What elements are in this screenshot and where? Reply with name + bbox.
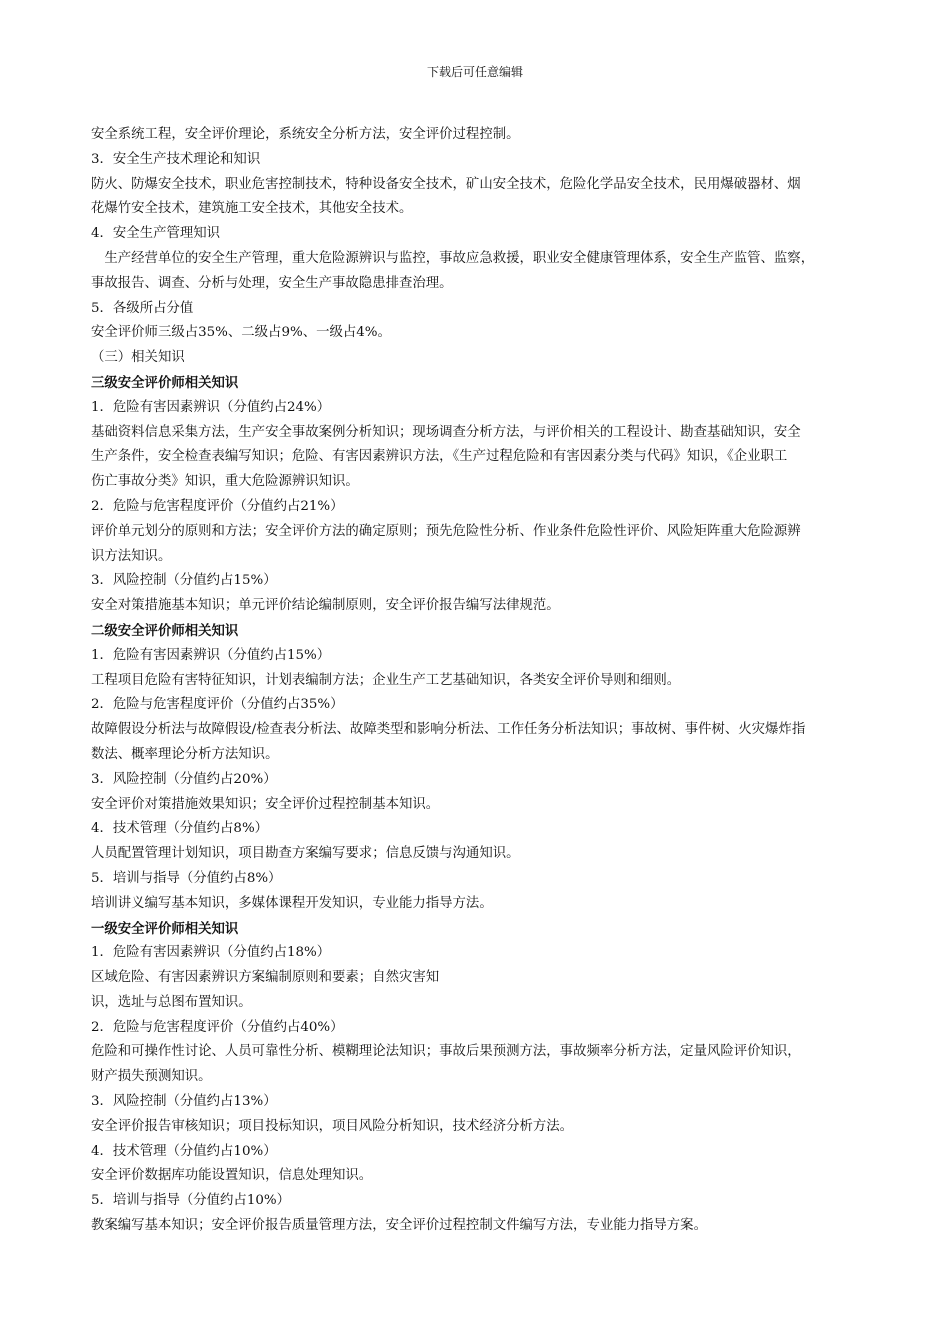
text-line: 财产损失预测知识。	[91, 1069, 212, 1085]
text-line: 4．技术管理（分值约占10%）	[91, 1143, 277, 1159]
text-line: 2．危险与危害程度评价（分值约占40%）	[91, 1019, 344, 1035]
text-line: 生产条件，安全检查表编写知识；危险、有害因素辨识方法，《生产过程危险和有害因素分类与代码》知识，《企业职工	[91, 449, 788, 465]
text-line: 安全对策措施基本知识；单元评价结论编制原则，安全评价报告编写法律规范。	[91, 598, 560, 614]
text-line: 培训讲义编写基本知识，多媒体课程开发知识，专业能力指导方法。	[91, 895, 493, 911]
text-line: 5．培训与指导（分值约占8%）	[91, 870, 282, 886]
text-line: 2．危险与危害程度评价（分值约占21%）	[91, 498, 344, 514]
text-line: 1．危险有害因素辨识（分值约占18%）	[91, 945, 331, 961]
text-line: 基础资料信息采集方法，生产安全事故案例分析知识；现场调查分析方法，与评价相关的工程设计、勘查基础知识，安全	[91, 424, 801, 440]
text-line: 5．培训与指导（分值约占10%）	[91, 1193, 290, 1209]
section-heading: 三级安全评价师相关知识	[91, 374, 239, 391]
text-line: 危险和可操作性讨论、人员可靠性分析、模糊理论法知识；事故后果预测方法，事故频率分析方法，定量风险评价知识，	[91, 1044, 801, 1060]
text-line: 1．危险有害因素辨识（分值约占15%）	[91, 647, 331, 663]
text-line: 故障假设分析法与故障假设/检查表分析法、故障类型和影响分析法、工作任务分析法知识；事故树、事件树、火灾爆炸指	[91, 722, 806, 738]
text-line: 安全评价数据库功能设置知识，信息处理知识。	[91, 1168, 373, 1184]
text-line: （三）相关知识	[91, 350, 185, 366]
text-line: 3．安全生产技术理论和知识	[91, 151, 261, 167]
text-line: 生产经营单位的安全生产管理，重大危险源辨识与监控，事故应急救援，职业安全健康管理体系，安全生产监管、监察，	[91, 250, 815, 266]
text-line: 3．风险控制（分值约占13%）	[91, 1094, 277, 1110]
section-heading: 二级安全评价师相关知识	[91, 622, 239, 639]
text-line: 4．技术管理（分值约占8%）	[91, 821, 269, 837]
text-line: 区域危险、有害因素辨识方案编制原则和要素；自然灾害知	[91, 970, 440, 986]
text-line: 安全评价师三级占35%、二级占9%、一级占4%。	[91, 325, 391, 341]
text-line: 安全系统工程，安全评价理论，系统安全分析方法，安全评价过程控制。	[91, 127, 520, 142]
text-line: 伤亡事故分类》知识，重大危险源辨识知识。	[91, 474, 359, 490]
text-line: 5．各级所占分值	[91, 300, 194, 316]
text-line: 工程项目危险有害特征知识，计划表编制方法；企业生产工艺基础知识，各类安全评价导则和细则。	[91, 672, 681, 688]
text-line: 花爆竹安全技术，建筑施工安全技术，其他安全技术。	[91, 201, 413, 217]
text-line: 1．危险有害因素辨识（分值约占24%）	[91, 399, 331, 415]
text-line: 安全评价报告审核知识；项目投标知识，项目风险分析知识，技术经济分析方法。	[91, 1118, 574, 1134]
document-body	[91, 123, 863, 1239]
text-line: 3．风险控制（分值约占20%）	[91, 771, 277, 787]
text-line: 安全评价对策措施效果知识；安全评价过程控制基本知识。	[91, 796, 440, 812]
text-line: 事故报告、调查、分析与处理，安全生产事故隐患排查治理。	[91, 275, 453, 291]
text-line: 4．安全生产管理知识	[91, 226, 221, 242]
text-line: 人员配置管理计划知识，项目勘查方案编写要求；信息反馈与沟通知识。	[91, 846, 520, 862]
text-line: 3．风险控制（分值约占15%）	[91, 573, 277, 589]
text-line: 2．危险与危害程度评价（分值约占35%）	[91, 697, 344, 713]
text-line: 防火、防爆安全技术，职业危害控制技术，特种设备安全技术，矿山安全技术，危险化学品安全技术，民用爆破器材、烟	[91, 176, 801, 192]
page-header: 下载后可任意编辑	[426, 65, 523, 79]
section-heading: 一级安全评价师相关知识	[91, 920, 239, 937]
text-line: 数法、概率理论分析方法知识。	[91, 746, 279, 762]
text-line: 教案编写基本知识；安全评价报告质量管理方法，安全评价过程控制文件编写方法，专业能力指导方案。	[91, 1218, 707, 1234]
text-line: 评价单元划分的原则和方法；安全评价方法的确定原则；预先危险性分析、作业条件危险性评价、风险矩阵重大危险源辨	[91, 523, 801, 539]
text-line: 识，选址与总图布置知识。	[91, 994, 252, 1010]
text-line: 识方法知识。	[91, 548, 172, 564]
